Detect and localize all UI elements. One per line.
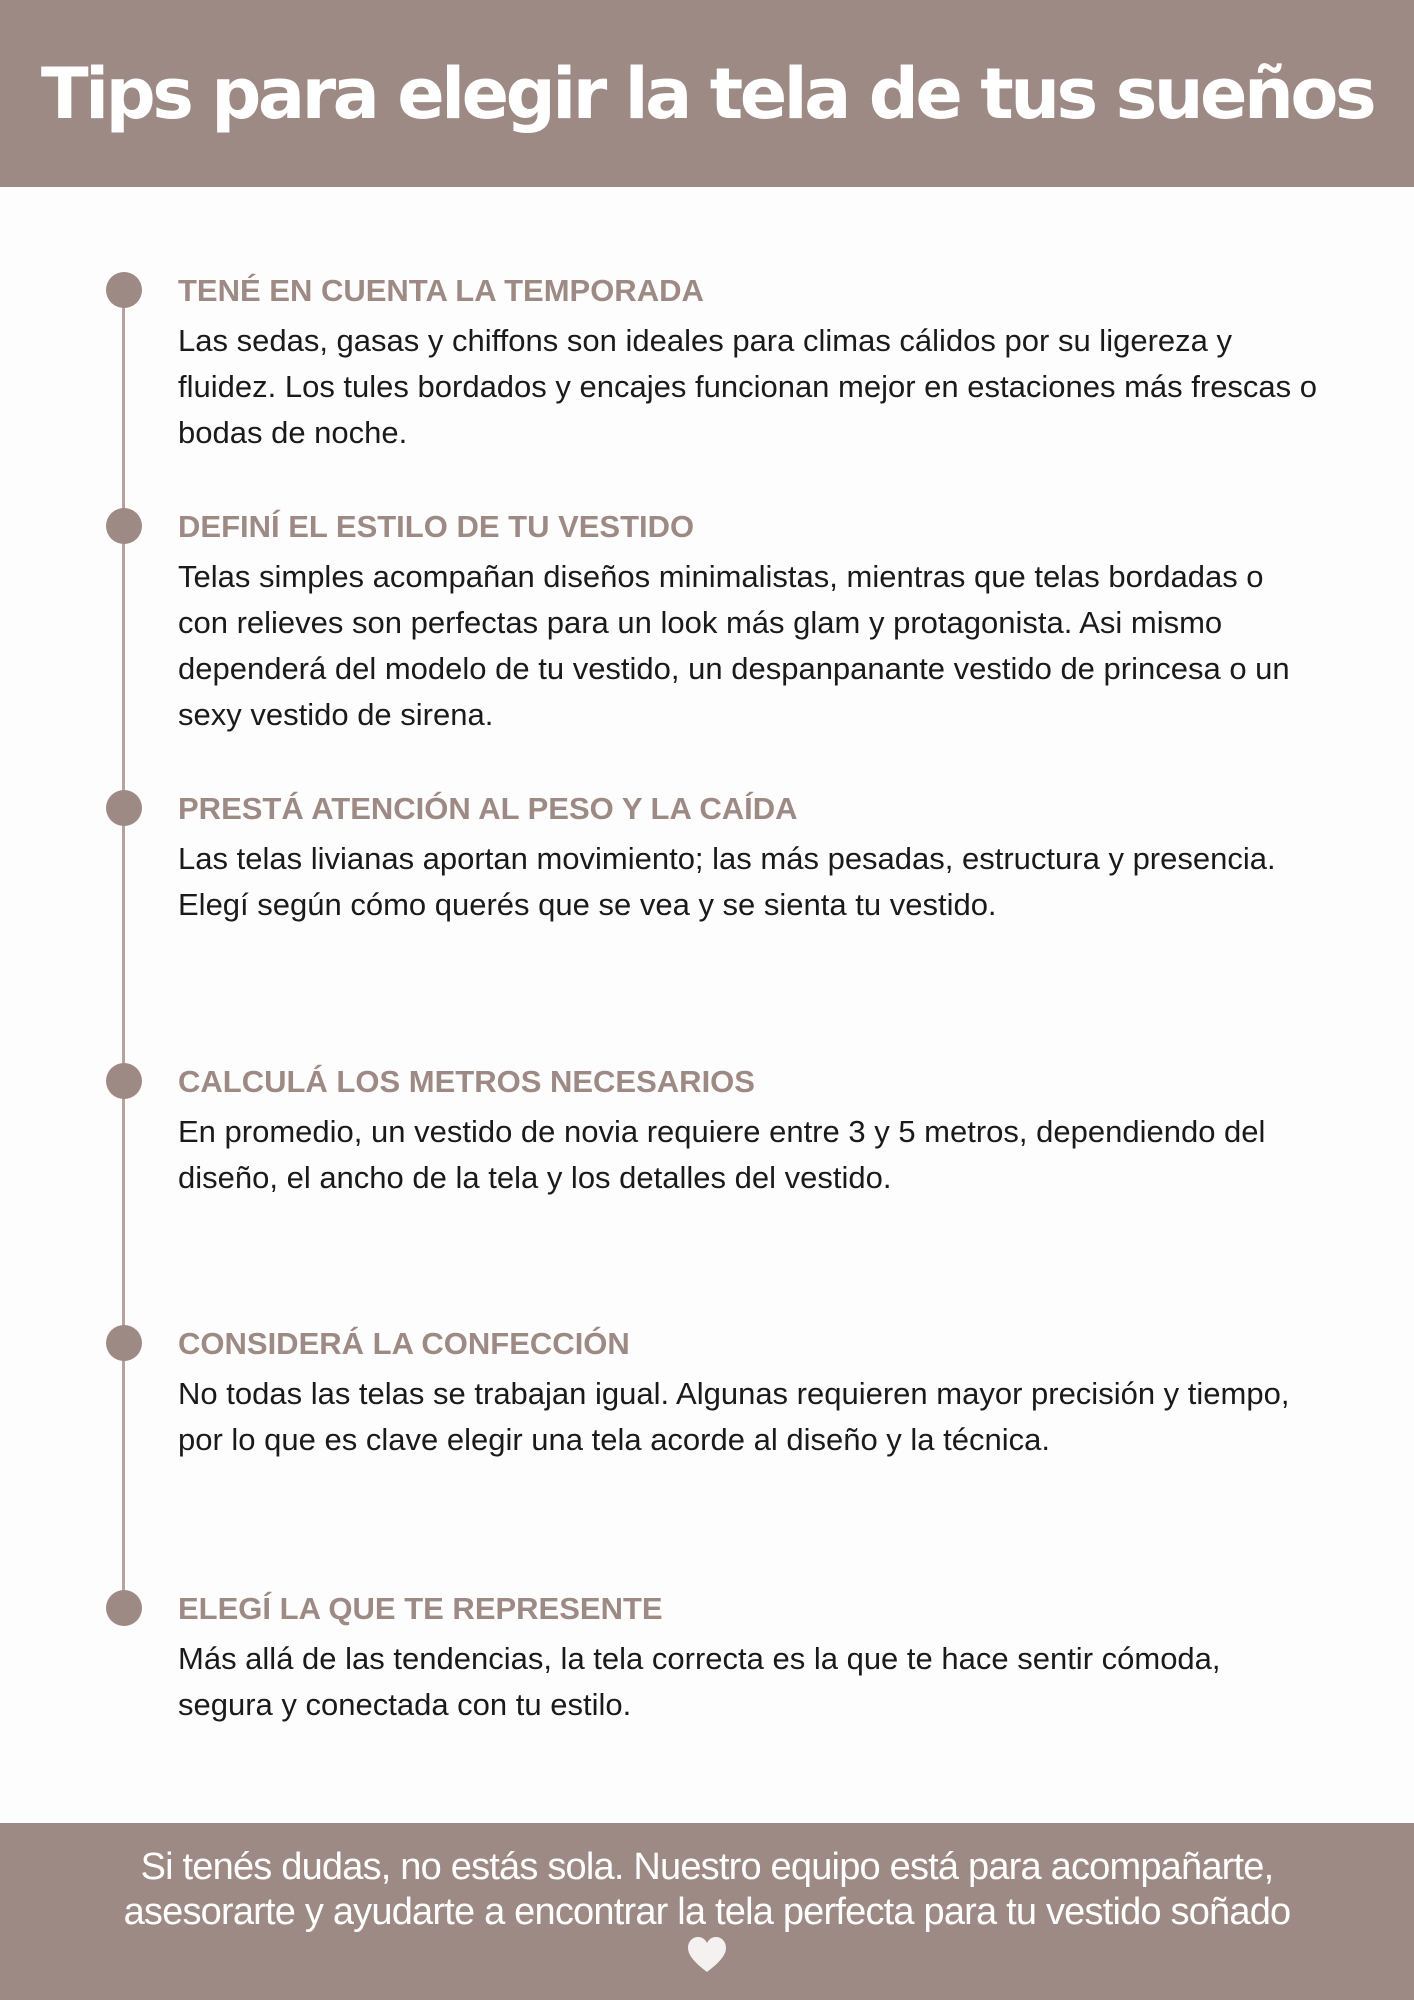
timeline-dot-icon bbox=[106, 1063, 142, 1099]
timeline-dot-icon bbox=[106, 790, 142, 826]
tip-text: En promedio, un vestido de novia requiere entre 3 y 5 metros, dependiendo del diseño, el ancho de la tela y los detalles del vestido. bbox=[178, 1114, 1266, 1195]
timeline-dot-icon bbox=[106, 1325, 142, 1361]
tip-title: CONSIDERÁ LA CONFECCIÓN bbox=[178, 1326, 630, 1361]
tip-text: No todas las telas se trabajan igual. Algunas requieren mayor precisión y tiempo, por lo que es clave elegir una tela acorde al diseño y la técnica. bbox=[178, 1376, 1290, 1457]
footer-line: asesorarte y ayudarte a encontrar la tela perfecta para tu vestido soñado bbox=[123, 1891, 1291, 1933]
tip-title: DEFINÍ EL ESTILO DE TU VESTIDO bbox=[178, 509, 695, 544]
timeline-dot-icon bbox=[106, 272, 142, 308]
page-title: Tips para elegir la tela de tus sueños bbox=[40, 52, 1374, 135]
tip-title: ELEGÍ LA QUE TE REPRESENTE bbox=[178, 1591, 663, 1626]
tip-title: TENÉ EN CUENTA LA TEMPORADA bbox=[178, 273, 704, 308]
footer-line: Si tenés dudas, no estás sola. Nuestro equipo está para acompañarte, bbox=[140, 1846, 1274, 1888]
header-banner bbox=[0, 0, 1414, 187]
tip-title: PRESTÁ ATENCIÓN AL PESO Y LA CAÍDA bbox=[178, 791, 798, 826]
timeline-dot-icon bbox=[106, 1590, 142, 1626]
heart-icon bbox=[686, 1936, 728, 1974]
timeline-line bbox=[122, 288, 125, 1608]
timeline-dot-icon bbox=[106, 508, 142, 544]
footer-message bbox=[0, 1845, 1414, 1935]
tip-text: Las telas livianas aportan movimiento; las más pesadas, estructura y presencia. Elegí según cómo querés que se vea y se sienta tu vestido. bbox=[178, 841, 1276, 922]
tip-title: CALCULÁ LOS METROS NECESARIOS bbox=[178, 1064, 755, 1099]
tip-text: Telas simples acompañan diseños minimalistas, mientras que telas bordadas o con relieves son perfectas para un look más glam y protagonista. Asi mismo dependerá del modelo de tu vestido, un despanpanante vestido de princesa o un sexy vestido de sirena. bbox=[178, 559, 1290, 732]
tip-text: Más allá de las tendencias, la tela correcta es la que te hace sentir cómoda, segura y conectada con tu estilo. bbox=[178, 1641, 1221, 1722]
tip-text: Las sedas, gasas y chiffons son ideales para climas cálidos por su ligereza y fluidez. Los tules bordados y encajes funcionan mejor en estaciones más frescas o bodas de noche. bbox=[178, 323, 1318, 450]
